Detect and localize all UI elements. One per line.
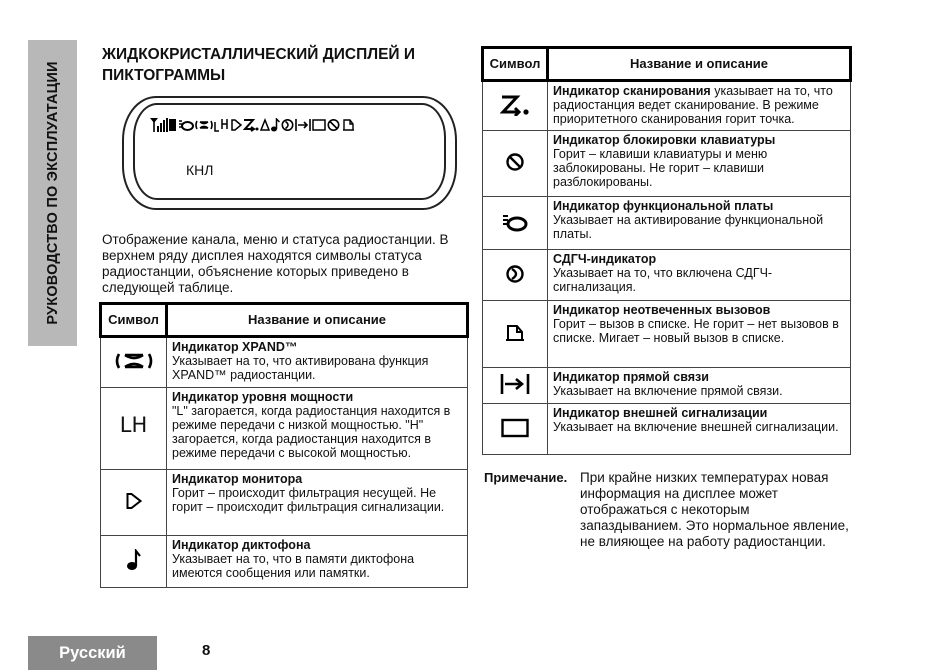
row-text: Указывает на активирование функциональной платы. — [553, 213, 824, 241]
row-text: Горит – клавиши клавиатуры и меню заблокированы. Не горит – клавиши разблокированы. — [553, 147, 768, 189]
lcd-channel-text: КНЛ — [186, 162, 214, 178]
lcd-status-icon-row — [150, 116, 355, 134]
option-board-icon — [178, 118, 194, 132]
xpand-icon — [195, 118, 213, 132]
language-tab: Русский — [28, 636, 157, 670]
talkaround-icon — [500, 373, 530, 395]
table-row — [483, 368, 851, 404]
row-title: Индикатор диктофона — [172, 538, 311, 552]
keypad-lock-icon — [505, 152, 525, 172]
symbol-column-header: Символ — [101, 304, 167, 337]
table-row — [101, 470, 468, 536]
signal-strength-icon — [150, 117, 168, 133]
table-row — [101, 337, 468, 388]
missed-call-icon — [341, 118, 355, 132]
sdgc-icon — [281, 118, 294, 132]
row-text: Указывает на включение прямой связи. — [553, 384, 783, 398]
note-label: Примечание. — [484, 470, 568, 485]
table-row — [483, 250, 851, 301]
voice-recorder-icon — [271, 118, 280, 132]
row-text: Горит – вызов в списке. Не горит – нет вызовов в списке. Мигает – новый вызов в списке. — [553, 317, 839, 345]
symbol-column-header: Символ — [483, 48, 548, 81]
voice-recorder-icon — [127, 549, 141, 571]
power-level-icon: LH — [119, 413, 148, 437]
row-title: Индикатор XPAND™ — [172, 340, 298, 354]
table-row — [483, 197, 851, 250]
side-section-tab — [28, 40, 77, 346]
battery-icon — [169, 118, 177, 132]
sdgc-icon — [505, 264, 525, 284]
keypad-lock-icon — [327, 118, 340, 132]
row-title: Индикатор сканирования — [553, 84, 711, 98]
side-section-label: РУКОВОДСТВО ПО ЭКСПЛУАТАЦИИ — [44, 61, 61, 325]
row-title: Индикатор функциональной платы — [553, 199, 774, 213]
row-text: "L" загорается, когда радиостанция находится в режиме передачи с низкой мощностью. "H" загорается, когда радиостанция находится в режиме передачи с высокой мощностью. — [172, 404, 451, 460]
table-row — [483, 301, 851, 368]
scan-icon — [500, 94, 530, 116]
row-title: Индикатор прямой связи — [553, 370, 709, 384]
talkaround-icon — [295, 118, 311, 132]
row-text: Указывает на то, что в памяти диктофона имеются сообщения или памятки. — [172, 552, 415, 580]
intro-paragraph: Отображение канала, меню и статуса радиостанции. В верхнем ряду дисплея находятся символы статуса радиостанции, объяснение которых приведено в следующей таблице. — [102, 232, 449, 295]
table-header-row — [483, 48, 851, 81]
external-alarm-icon — [312, 118, 326, 132]
table-row — [483, 404, 851, 455]
table-row — [483, 81, 851, 131]
symbols-table-right — [481, 46, 852, 455]
missed-call-icon — [504, 323, 526, 343]
row-title: Индикатор уровня мощности — [172, 390, 354, 404]
row-text: указывает на то, что радиостанция ведет сканирование. В режиме приоритетного сканирования горит точка. — [553, 84, 833, 126]
note-text: При крайне низких температурах новая информация на дисплее может отображаться с некоторым запаздыванием. Это нормальное явление, не влияющее на работу радиостанции. — [580, 470, 849, 549]
external-alarm-icon — [501, 418, 529, 438]
row-title: Индикатор неотвеченных вызовов — [553, 303, 771, 317]
table-header-row — [101, 304, 468, 337]
row-text: Указывает на включение внешней сигнализации. — [553, 420, 839, 434]
option-board-icon — [502, 212, 528, 232]
page-number: 8 — [202, 642, 211, 659]
symbols-table-left — [99, 302, 469, 588]
row-text: Указывает на то, что активирована функция XPAND™ радиостанции. — [172, 354, 429, 382]
scan-icon — [243, 118, 259, 132]
row-title: Индикатор внешней сигнализации — [553, 406, 768, 420]
power-level-icon — [214, 118, 230, 132]
row-title: СДГЧ-индикатор — [553, 252, 657, 266]
note-block — [484, 470, 854, 550]
table-row — [483, 131, 851, 197]
monitor-icon — [126, 491, 142, 511]
section-title: ЖИДКОКРИСТАЛЛИЧЕСКИЙ ДИСПЛЕЙ И ПИКТОГРАММЫ — [102, 46, 416, 84]
row-text: Горит – происходит фильтрация несущей. Не горит – происходит фильтрация сигнализации. — [172, 486, 445, 514]
row-text: Указывает на то, что включена СДГЧ-сигнализация. — [553, 266, 773, 294]
table-row — [101, 388, 468, 470]
alert-triangle-icon — [260, 118, 270, 132]
row-title: Индикатор монитора — [172, 472, 303, 486]
row-title: Индикатор блокировки клавиатуры — [553, 133, 776, 147]
description-column-header: Название и описание — [548, 48, 851, 81]
table-row — [101, 536, 468, 588]
monitor-icon — [231, 118, 242, 132]
xpand-icon — [114, 349, 154, 373]
description-column-header: Название и описание — [167, 304, 468, 337]
